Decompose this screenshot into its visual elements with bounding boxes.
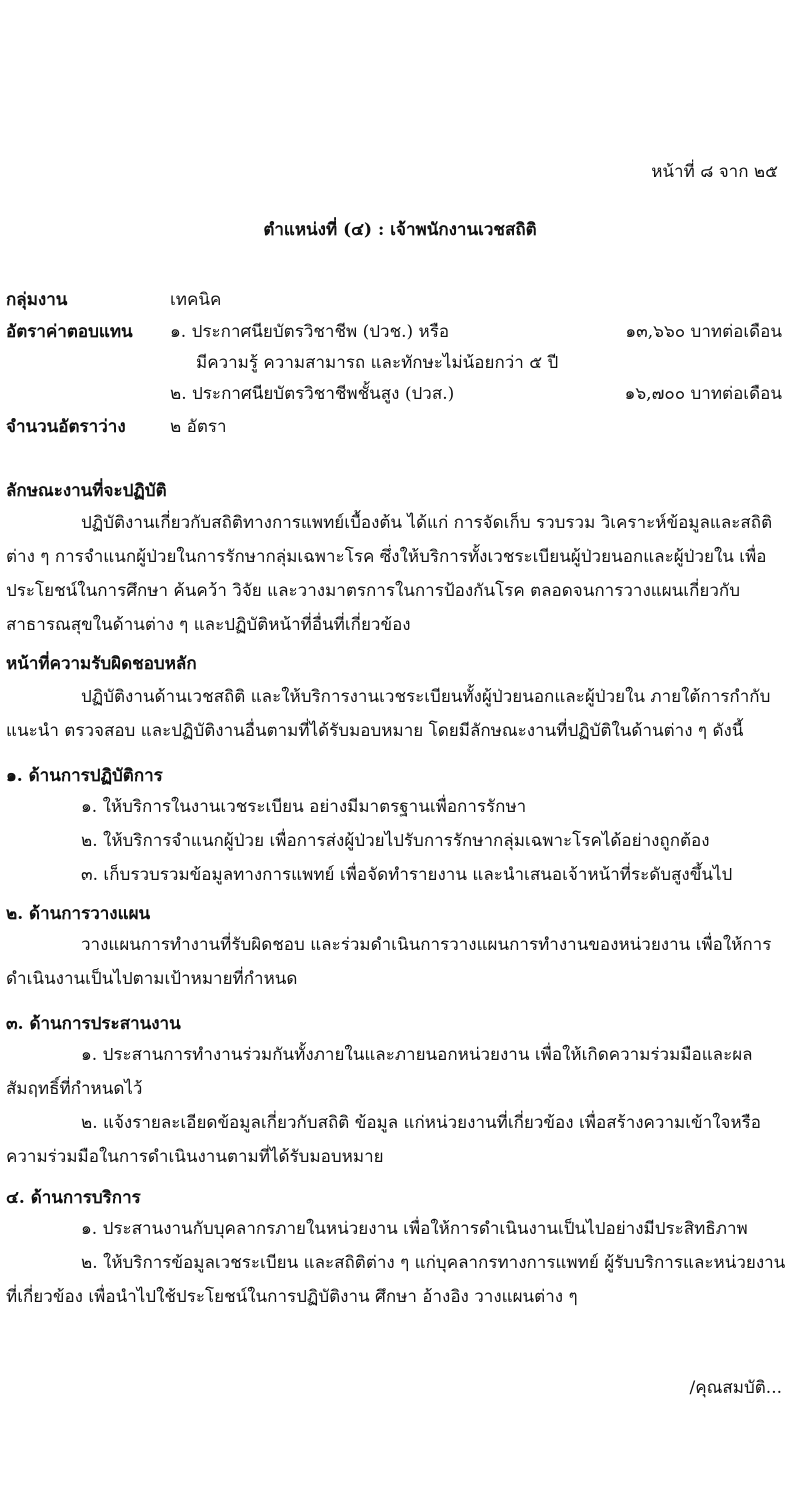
page-number: หน้าที่ ๘ จาก ๒๕ <box>651 162 778 182</box>
duties-heading: หน้าที่ความรับผิดชอบหลัก <box>6 654 197 674</box>
rate1-amount: ๑๓,๖๖๐ บาทต่อเดือน <box>625 322 782 342</box>
sec3-list <box>6 1038 786 1174</box>
sec1-item-2: ๒. ให้บริการจำแนกผู้ป่วย เพื่อการส่งผู้ป่วยไปรับการรักษากลุ่มเฉพาะโรคได้อย่างถูกต้อง <box>81 831 710 851</box>
sec3-item-1: ๑. ประสานการทำงานร่วมกันทั้งภายในและภายนอกหน่วยงาน เพื่อให้เกิดความร่วมมือและผลสัมฤทธิ์ที่กำหนดไว้ <box>6 1045 753 1099</box>
rate1-line2: มีความรู้ ความสามารถ และทักษะไม่น้อยกว่า ๕ ปี <box>196 353 559 373</box>
sec1-item-1: ๑. ให้บริการในงานเวชระเบียน อย่างมีมาตรฐานเพื่อการรักษา <box>81 797 527 817</box>
sec4-heading: ๔. ด้านการบริการ <box>6 1188 141 1208</box>
sec1-item-3: ๓. เก็บรวบรวมข้อมูลทางการแพทย์ เพื่อจัดทำรายงาน และนำเสนอเจ้าหน้าที่ระดับสูงขึ้นไป <box>81 865 733 885</box>
rate-label: อัตราค่าตอบแทน <box>6 322 133 342</box>
sec2-text: วางแผนการทำงานที่รับผิดชอบ และร่วมดำเนินการวางแผนการทำงานของหน่วยงาน เพื่อให้การดำเนินงานเป็นไปตามเป้าหมายที่กำหนด <box>6 935 772 989</box>
sec4-list <box>6 1212 786 1314</box>
rate1-line1: ๑. ประกาศนียบัตรวิชาชีพ (ปวช.) หรือ <box>170 322 450 342</box>
sec1-list <box>6 790 786 892</box>
sec3-heading: ๓. ด้านการประสานงาน <box>6 1014 181 1034</box>
sec1-heading: ๑. ด้านการปฏิบัติการ <box>6 766 163 786</box>
rate2-amount: ๑๖,๗๐๐ บาทต่อเดือน <box>624 384 782 404</box>
sec4-item-1: ๑. ประสานงานกับบุคลากรภายในหน่วยงาน เพื่อให้การดำเนินงานเป็นไปอย่างมีประสิทธิภาพ <box>81 1219 748 1239</box>
group-label: กลุ่มงาน <box>6 290 68 310</box>
sec3-item-2: ๒. แจ้งรายละเอียดข้อมูลเกี่ยวกับสถิติ ข้อมูล แก่หน่วยงานที่เกี่ยวข้อง เพื่อสร้างความเข้าใจหรือความร่วมมือในการดำเนินงานตามที่ได้รับมอบหมาย <box>6 1113 761 1167</box>
position-title: ตำแหน่งที่ (๔) : เจ้าพนักงานเวชสถิติ <box>263 220 537 240</box>
sec2-heading: ๒. ด้านการวางแผน <box>6 904 151 924</box>
group-value: เทคนิค <box>170 290 222 310</box>
rate2-line: ๒. ประกาศนียบัตรวิชาชีพชั้นสูง (ปวส.) <box>170 384 455 404</box>
job-nature-text: ปฏิบัติงานเกี่ยวกับสถิติทางการแพทย์เบื้องต้น ได้แก่ การจัดเก็บ รวบรวม วิเคราะห์ข้อมูลและสถิติต่าง ๆ การจำแนกผู้ป่วยในการรักษากลุ่มเฉพาะโรค ซึ่งให้บริการทั้งเวชระเบียนผู้ป่วยนอกและผู้ป่วยใน เพื่อประโยชน์ในการศึกษา ค้นคว้า วิจัย และวางมาตรการในการป้องกันโรค ตลอดจนการวางแผนเกี่ยวกับสาธารณสุขในด้านต่าง ๆ และปฏิบัติหน้าที่อื่นที่เกี่ยวข้อง <box>6 513 773 635</box>
vacancy-value: ๒ อัตรา <box>170 417 227 437</box>
duties-text: ปฏิบัติงานด้านเวชสถิติ และให้บริการงานเวชระเบียนทั้งผู้ป่วยนอกและผู้ป่วยใน ภายใต้การกำกับแนะนำ ตรวจสอบ และปฏิบัติงานอื่นตามที่ได้รับมอบหมาย โดยมีลักษณะงานที่ปฏิบัติในด้านต่าง ๆ ดังนี้ <box>6 687 771 741</box>
vacancy-label: จำนวนอัตราว่าง <box>6 417 126 437</box>
sec4-item-2: ๒. ให้บริการข้อมูลเวชระเบียน และสถิติต่าง ๆ แก่บุคลากรทางการแพทย์ ผู้รับบริการและหน่วยงาน ที่เกี่ยวข้อง เพื่อนำไปใช้ประโยชน์ในการปฏิบัติงาน ศึกษา อ้างอิง วางแผนต่าง ๆ <box>6 1253 786 1307</box>
footer-next-page: /คุณสมบัติ... <box>689 1378 782 1398</box>
job-nature-heading: ลักษณะงานที่จะปฏิบัติ <box>6 481 167 501</box>
